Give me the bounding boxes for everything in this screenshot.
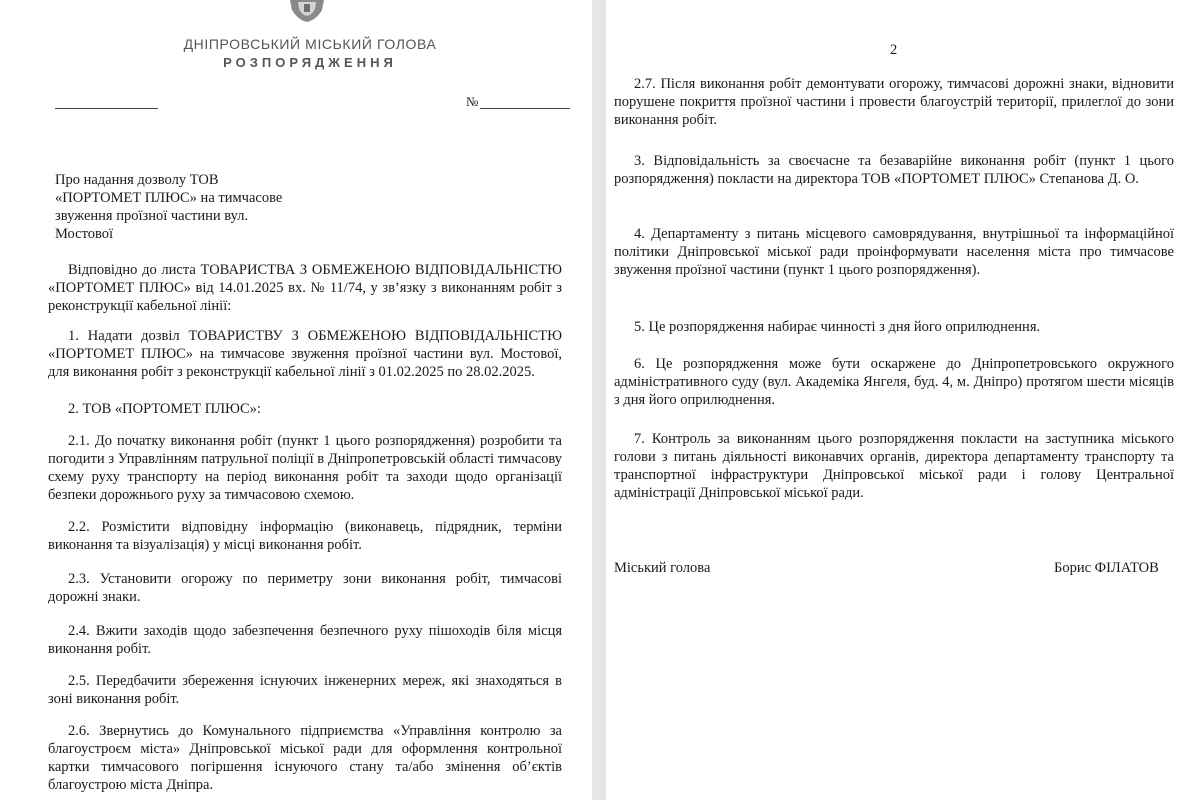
coat-of-arms-icon [286,0,328,22]
clause-2-2: 2.2. Розмістити відповідну інформацію (виконавець, підрядник, терміни виконання та візуалізація) у місці виконання робіт. [48,519,562,553]
clause-2-5: 2.5. Передбачити збереження існуючих інженерних мереж, які знаходяться в зоні виконання робіт. [48,673,562,707]
number-field-line [480,108,570,109]
clause-2-6: 2.6. Звернутись до Комунального підприємства «Управління контролю за благоустроєм міста» Дніпровської міської ради для оформлення контрольної картки тимчасового погіршення існуючого стану та/або змінення об’єктів благоустрою міста Дніпра. [48,723,562,793]
issuer-title: ДНІПРОВСЬКИЙ МІСЬКИЙ ГОЛОВА [183,36,437,52]
clause-2-7: 2.7. Після виконання робіт демонтувати огорожу, тимчасові дорожні знаки, відновити порушене покриття проїзної частини і провести благоустрій території, прилеглої до зони виконання робіт. [614,76,1174,128]
clause-2-1: 2.1. До початку виконання робіт (пункт 1 цього розпорядження) розробити та погодити з Управлінням патрульної поліції в Дніпропетровській області тимчасову схему руху транспорту на період виконання робіт та заходи щодо організації безпеки дорожнього руху за тимчасовою схемою. [48,433,562,503]
number-label: № [466,94,479,109]
page-1 [0,0,592,800]
page-number: 2 [890,42,898,58]
clause-2: 2. ТОВ «ПОРТОМЕТ ПЛЮС»: [68,401,261,417]
clause-3: 3. Відповідальність за своєчасне та безаварійне виконання робіт (пункт 1 цього розпорядження) покласти на директора ТОВ «ПОРТОМЕТ ПЛЮС» Степанова Д. О. [614,153,1174,187]
clause-1: 1. Надати дозвіл ТОВАРИСТВУ З ОБМЕЖЕНОЮ ВІДПОВІДАЛЬНІСТЮ «ПОРТОМЕТ ПЛЮС» на тимчасове звуження проїзної частини вул. Мостової, для виконання робіт з реконструкції кабельної лінії з 01.02.2025 по 28.02.2025. [48,328,562,380]
clause-4: 4. Департаменту з питань місцевого самоврядування, внутрішньої та інформаційної політики Дніпровської міської ради проінформувати населення міста про тимчасове звуження проїзної частини (пункт 1 цього розпорядження). [614,226,1174,278]
document-type: РОЗПОРЯДЖЕННЯ [223,55,397,70]
date-field-line [55,108,158,109]
preamble-paragraph: Відповідно до листа ТОВАРИСТВА З ОБМЕЖЕНОЮ ВІДПОВІДАЛЬНІСТЮ «ПОРТОМЕТ ПЛЮС» від 14.01.2025 вх. № 11/74, у зв’язку з виконанням робіт з реконструкції кабельної лінії: [48,262,562,314]
clause-6: 6. Це розпорядження може бути оскаржене до Дніпропетровського окружного адміністративного суду (вул. Академіка Янгеля, буд. 4, м. Дніпро) протягом шести місяців з дня його оприлюднення. [614,356,1174,408]
page-divider [592,0,606,800]
signatory-position: Міський голова [614,560,711,576]
signatory-name: Борис ФІЛАТОВ [1054,560,1159,576]
document-subject: Про надання дозволу ТОВ «ПОРТОМЕТ ПЛЮС» на тимчасове звуження проїзної частини вул. Мостової [55,172,283,242]
clause-2-4: 2.4. Вжити заходів щодо забезпечення безпечного руху пішоходів біля місця виконання робіт. [48,623,562,657]
clause-5: 5. Це розпорядження набирає чинності з дня його оприлюднення. [634,319,1041,335]
clause-2-3: 2.3. Установити огорожу по периметру зони виконання робіт, тимчасові дорожні знаки. [48,571,562,605]
clause-7: 7. Контроль за виконанням цього розпорядження покласти на заступника міського голови з питань діяльності виконавчих органів, директора департаменту транспорту та транспортної інфраструктури Дніпровської міської ради і голову Центральної адміністрації Дніпровської міської ради. [614,431,1174,501]
